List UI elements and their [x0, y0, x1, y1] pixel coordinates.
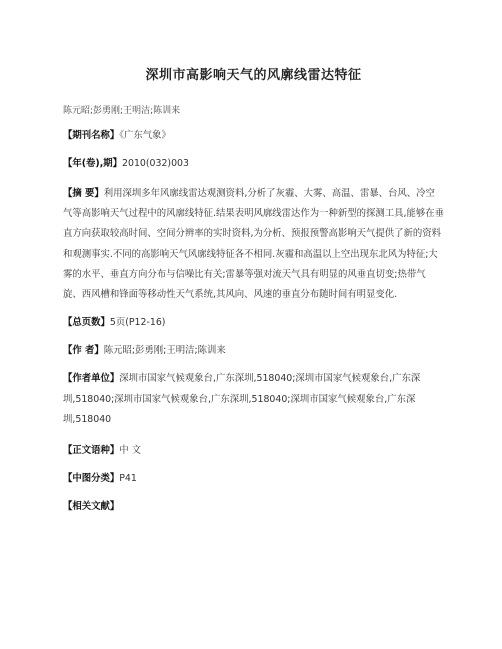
- language-label: 【正文语种】: [63, 444, 120, 456]
- paper-title: 深圳市高影响天气的风廓线雷达特征: [145, 68, 362, 83]
- classification-value: P41: [119, 472, 137, 484]
- author-value: 陈元昭;彭勇刚;王明洁;陈训来: [103, 345, 226, 357]
- pages-field: [63, 313, 444, 333]
- unit-value: 深圳市国家气候观象台,广东深圳,518040;深圳市国家气候观象台,广东深圳,518040;深圳市国家气候观象台,广东深圳,518040;深圳市国家气候观象台,广东深圳,518040: [63, 373, 421, 426]
- year-volume-issue-field: [63, 154, 444, 174]
- language-value: 中 文: [119, 444, 141, 456]
- author-field: [63, 341, 444, 361]
- related-label: 【相关文献】: [63, 500, 120, 512]
- classification-label: 【中图分类】: [63, 472, 120, 484]
- journal-value: 《广东气象》: [119, 130, 171, 141]
- language-field: [63, 441, 444, 461]
- journal-field: [63, 126, 444, 146]
- classification-field: [63, 469, 444, 489]
- journal-label: 【期刊名称】: [63, 130, 120, 141]
- pages-value: 5页(P12-16): [109, 317, 166, 329]
- unit-label: 【作者单位】: [63, 373, 120, 385]
- year-label: 【年(卷),期】: [63, 158, 123, 169]
- author-unit-field: [63, 369, 444, 431]
- year-value: 2010(032)003: [122, 158, 189, 169]
- author-label: 【作 者】: [63, 345, 104, 357]
- abstract-label: 【摘 要】: [63, 188, 104, 199]
- abstract-field: [63, 184, 444, 305]
- abstract-text: 利用深圳多年风廓线雷达观测资料,分析了灰霾、大雾、高温、雷暴、台风、冷空气等高影响天气过程中的风廓线特征.结果表明风廓线雷达作为一种新型的探测工具,能够在垂直方向获取较高时间、空间分辨率的实时资料,为分析、预报预警高影响天气提供了新的资料和观测事实.不同的高影响天气风廓线特征各不相同.灰霾和高温以上空出现东北风为特征;大雾的水平、垂直方向分布与信噪比有关;雷暴等强对流天气具有明显的风垂直切变;热带气旋、西风槽和锋面等移动性天气系统,其风向、风速的垂直分布随时间有明显变化.: [63, 188, 444, 301]
- pages-label: 【总页数】: [63, 317, 110, 329]
- author-line: 陈元昭;彭勇刚;王明洁;陈训来: [63, 106, 181, 116]
- related-literature-field: [63, 497, 444, 517]
